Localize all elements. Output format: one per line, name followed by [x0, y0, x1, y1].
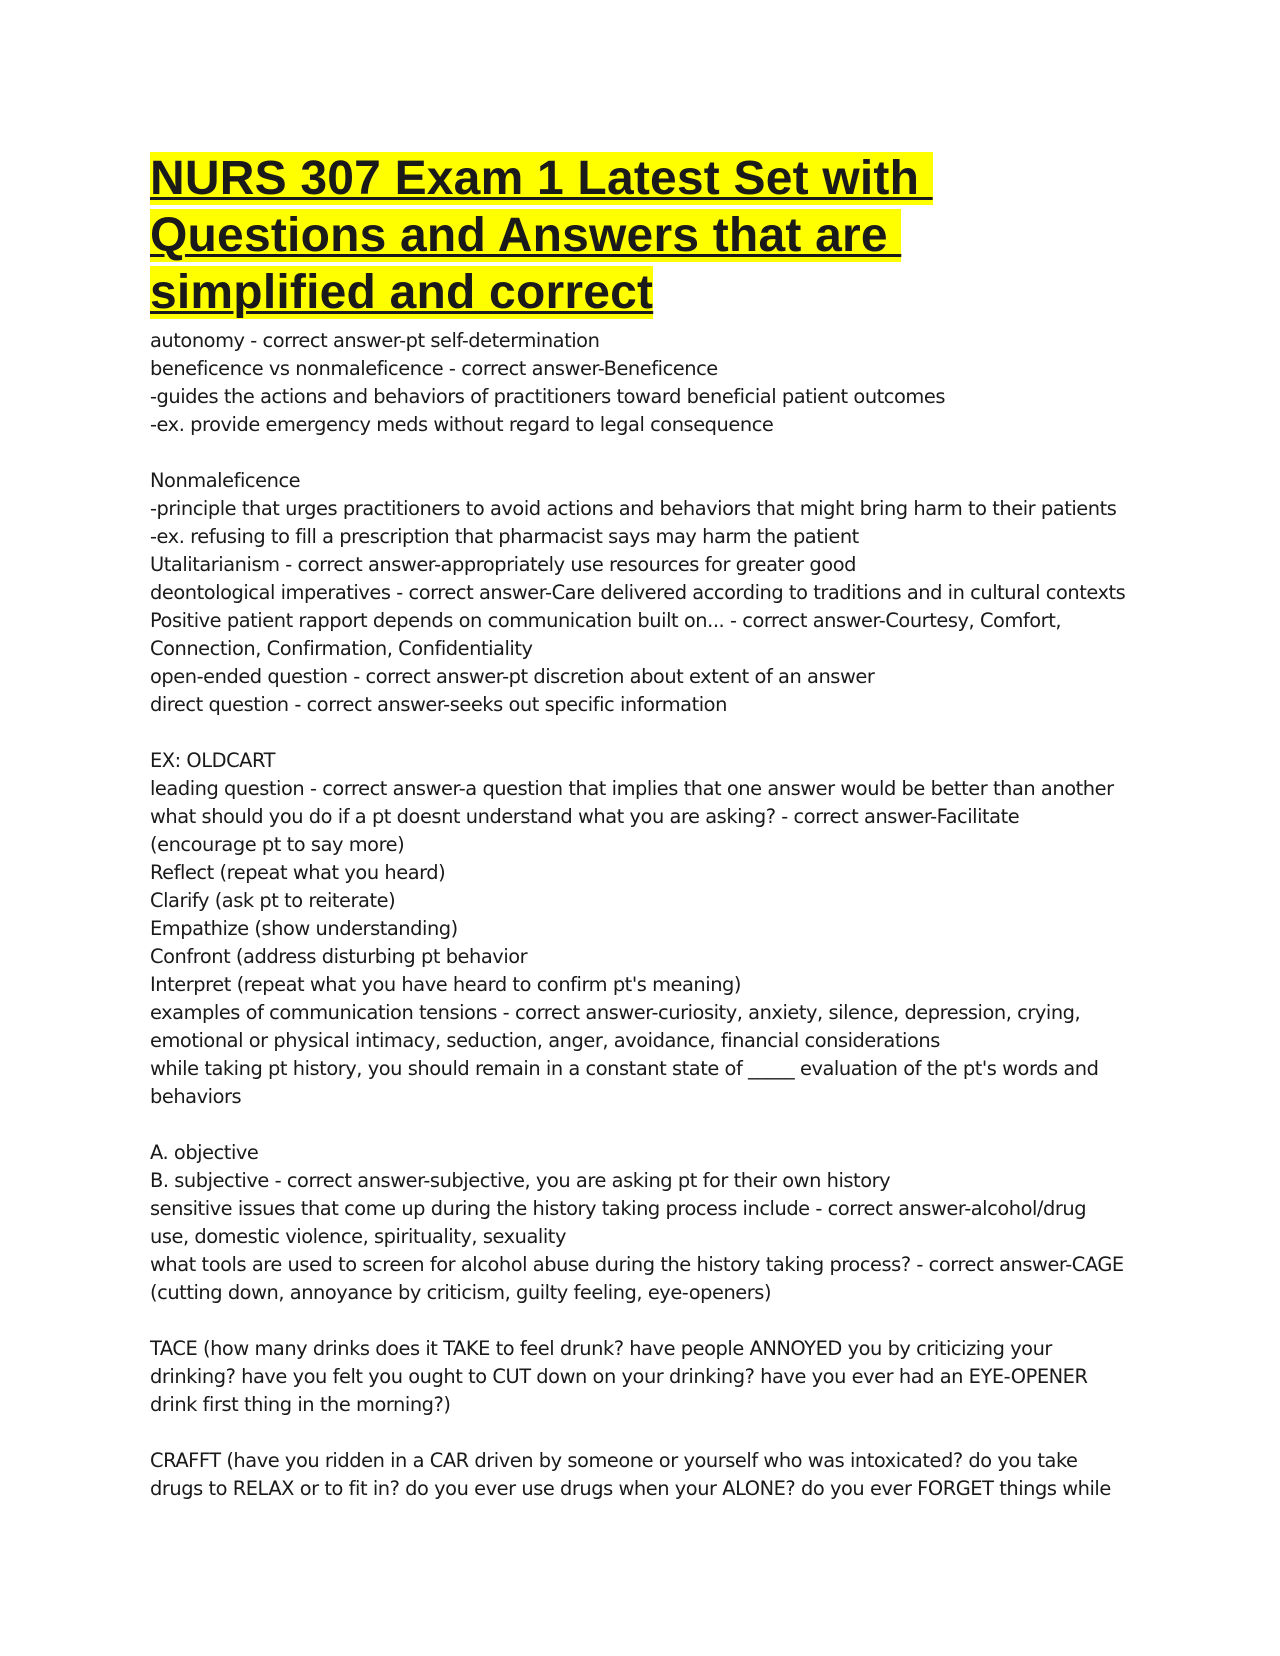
text-line: CRAFFT (have you ridden in a CAR driven by someone or yourself who was intoxicated? do you take [150, 1449, 1078, 1472]
text-line: what should you do if a pt doesnt understand what you are asking? - correct answer-Facilitate [150, 805, 1020, 828]
text-line: open-ended question - correct answer-pt discretion about extent of an answer [150, 665, 875, 688]
text-line: use, domestic violence, spirituality, sexuality [150, 1225, 566, 1248]
blank-line [150, 1419, 1140, 1447]
title-text: simplified and correct [150, 266, 654, 319]
text-line: (encourage pt to say more) [150, 833, 405, 856]
blank-line [150, 1307, 1140, 1335]
title-line [150, 264, 1140, 321]
text-line: drinking? have you felt you ought to CUT down on your drinking? have you ever had an EYE-OPENER [150, 1365, 1088, 1388]
text-line: (cutting down, annoyance by criticism, guilty feeling, eye-openers) [150, 1281, 772, 1304]
text-line: what tools are used to screen for alcohol abuse during the history taking process? - correct answer-CAGE [150, 1253, 1124, 1276]
blank-line [150, 439, 1140, 467]
text-line: deontological imperatives - correct answer-Care delivered according to traditions and in cultural contexts [150, 581, 1126, 604]
text-line: TACE (how many drinks does it TAKE to feel drunk? have people ANNOYED you by criticizing your [150, 1337, 1052, 1360]
text-line: Confront (address disturbing pt behavior [150, 945, 528, 968]
title-line [150, 207, 1140, 264]
title-text: NURS 307 Exam 1 Latest Set with [150, 152, 933, 205]
text-line: direct question - correct answer-seeks out specific information [150, 693, 727, 716]
blank-line [150, 719, 1140, 747]
text-line: B. subjective - correct answer-subjective, you are asking pt for their own history [150, 1169, 891, 1192]
text-line: -ex. provide emergency meds without regard to legal consequence [150, 413, 774, 436]
text-line: examples of communication tensions - correct answer-curiosity, anxiety, silence, depression, crying, [150, 1001, 1081, 1024]
text-line: -principle that urges practitioners to avoid actions and behaviors that might bring harm to their patients [150, 497, 1117, 520]
text-line: autonomy - correct answer-pt self-determination [150, 329, 600, 352]
text-line: Reflect (repeat what you heard) [150, 861, 446, 884]
document-content [150, 150, 1140, 1503]
text-line: beneficence vs nonmaleficence - correct answer-Beneficence [150, 357, 718, 380]
document-body [150, 327, 1140, 1503]
blank-line [150, 1111, 1140, 1139]
text-line: drugs to RELAX or to fit in? do you ever use drugs when your ALONE? do you ever FORGET things while [150, 1477, 1111, 1500]
text-line: behaviors [150, 1085, 242, 1108]
text-line: while taking pt history, you should remain in a constant state of _____ evaluation of the pt's words and [150, 1057, 1099, 1080]
text-line: drink first thing in the morning?) [150, 1393, 451, 1416]
text-line: emotional or physical intimacy, seduction, anger, avoidance, financial considerations [150, 1029, 940, 1052]
text-line: Clarify (ask pt to reiterate) [150, 889, 396, 912]
text-line: Utalitarianism - correct answer-appropriately use resources for greater good [150, 553, 856, 576]
text-line: Nonmaleficence [150, 469, 301, 492]
text-line: EX: OLDCART [150, 749, 275, 772]
document-title [150, 150, 1140, 321]
text-line: Interpret (repeat what you have heard to confirm pt's meaning) [150, 973, 742, 996]
text-line: -ex. refusing to fill a prescription that pharmacist says may harm the patient [150, 525, 859, 548]
text-line: leading question - correct answer-a question that implies that one answer would be better than another [150, 777, 1114, 800]
text-line: Connection, Confirmation, Confidentiality [150, 637, 533, 660]
text-line: sensitive issues that come up during the history taking process include - correct answer-alcohol/drug [150, 1197, 1087, 1220]
text-line: -guides the actions and behaviors of practitioners toward beneficial patient outcomes [150, 385, 946, 408]
title-line [150, 150, 1140, 207]
title-text: Questions and Answers that are [150, 209, 902, 262]
text-line: Empathize (show understanding) [150, 917, 458, 940]
text-line: Positive patient rapport depends on communication built on... - correct answer-Courtesy, Comfort, [150, 609, 1062, 632]
text-line: A. objective [150, 1141, 259, 1164]
